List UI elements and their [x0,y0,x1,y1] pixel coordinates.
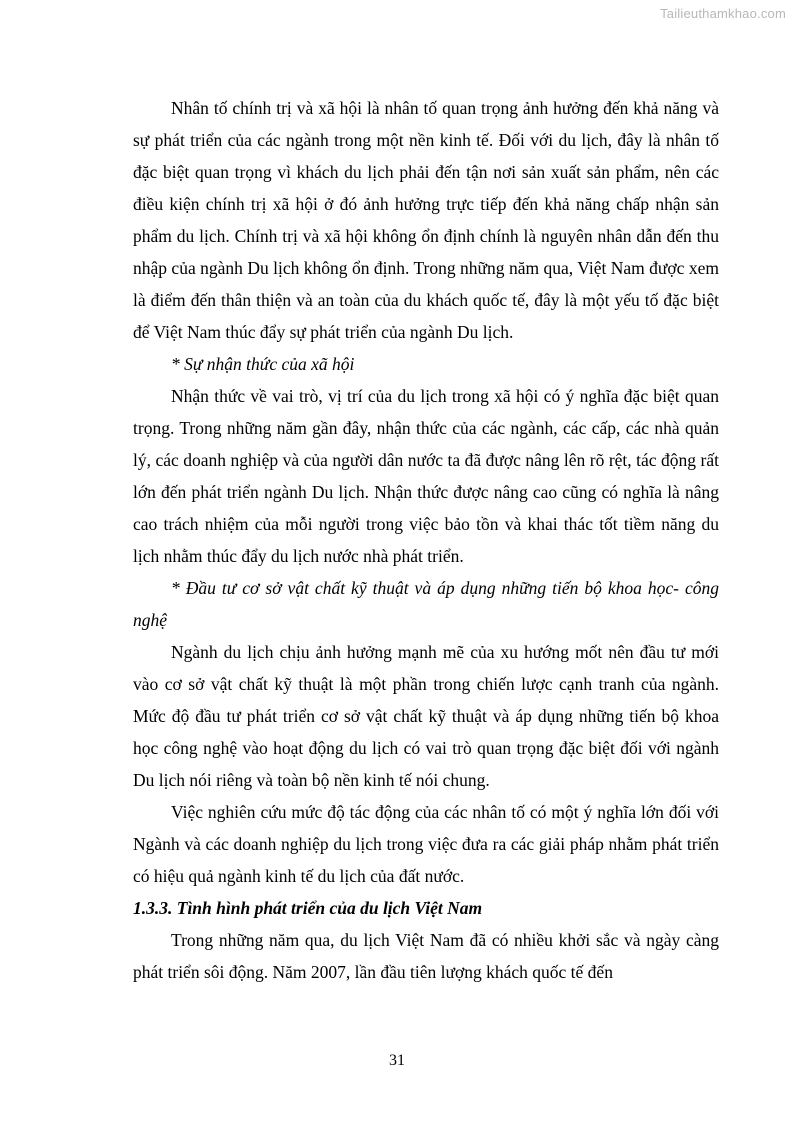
paragraph-social-awareness: Nhận thức về vai trò, vị trí của du lịch trong xã hội có ý nghĩa đặc biệt quan trọng. Trong những năm gần đây, nhận thức của các ngành, các cấp, các nhà quản lý, các doanh nghiệp và của người dân nước ta đã được nâng lên rõ rệt, tác động rất lớn đến phát triển ngành Du lịch. Nhận thức được nâng cao cũng có nghĩa là nâng cao trách nhiệm của mỗi người trong việc bảo tồn và khai thác tốt tiềm năng du lịch nhằm thúc đẩy du lịch nước nhà phát triển. [133,386,719,566]
paragraph-infrastructure-investment: Ngành du lịch chịu ảnh hưởng mạnh mẽ của xu hướng mốt nên đầu tư mới vào cơ sở vật chất kỹ thuật là một phần trong chiến lược cạnh tranh của ngành. Mức độ đầu tư phát triển cơ sở vật chất kỹ thuật và áp dụng những tiến bộ khoa học công nghệ vào hoạt động du lịch có vai trò quan trọng đặc biệt đối với ngành Du lịch nói riêng và toàn bộ nền kinh tế nói chung. [133,642,719,790]
section-heading-1-3-3: 1.3.3. Tình hình phát triển của du lịch Việt Nam [133,898,483,918]
paragraph-vietnam-tourism-development: Trong những năm qua, du lịch Việt Nam đã có nhiều khởi sắc và ngày càng phát triển sôi động. Năm 2007, lần đầu tiên lượng khách quốc tế đến [133,930,719,982]
paragraph-research-significance: Việc nghiên cứu mức độ tác động của các nhân tố có một ý nghĩa lớn đối với Ngành và các doanh nghiệp du lịch trong việc đưa ra các giải pháp nhằm phát triển có hiệu quả ngành kinh tế du lịch của đất nước. [133,802,719,886]
page-number: 31 [389,1052,405,1069]
watermark: Tailieuthamkhao.com [660,6,786,21]
subheading-infrastructure-investment: * Đầu tư cơ sở vật chất kỹ thuật và áp dụng những tiến bộ khoa học- công nghệ [133,578,719,630]
subheading-social-awareness: * Sự nhận thức của xã hội [171,354,355,374]
paragraph-political-social: Nhân tố chính trị và xã hội là nhân tố quan trọng ảnh hưởng đến khả năng và sự phát triển của các ngành trong một nền kinh tế. Đối với du lịch, đây là nhân tố đặc biệt quan trọng vì khách du lịch phải đến tận nơi sản xuất sản phẩm, nên các điều kiện chính trị xã hội ở đó ảnh hưởng trực tiếp đến khả năng chấp nhận sản phẩm du lịch. Chính trị và xã hội không ổn định chính là nguyên nhân dẫn đến thu nhập của ngành Du lịch không ổn định. Trong những năm qua, Việt Nam được xem là điểm đến thân thiện và an toàn của du khách quốc tế, đây là một yếu tố đặc biệt để Việt Nam thúc đẩy sự phát triển của ngành Du lịch. [133,98,719,342]
document-body [133,92,719,988]
